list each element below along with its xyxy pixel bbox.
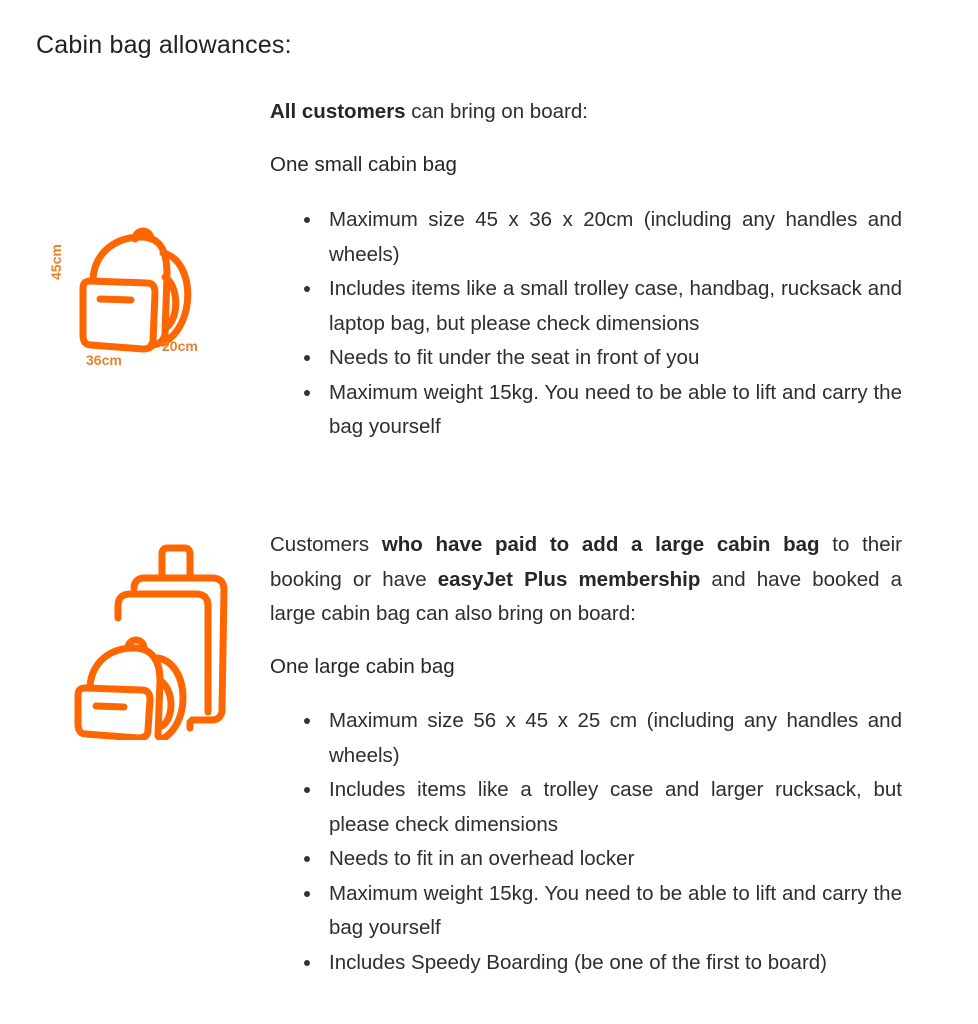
list-item: Maximum size 56 x 45 x 25 cm (including any handles and wheels): [329, 704, 902, 773]
large-bag-heading: One large cabin bag: [270, 655, 455, 678]
list-item: Includes Speedy Boarding (be one of the first to board): [329, 946, 902, 981]
suitcase-and-backpack-icon: [62, 540, 242, 740]
list-item: Maximum weight 15kg. You need to be able to lift and carry the bag yourself: [329, 877, 902, 946]
intro-rest-text: can bring on board:: [405, 100, 588, 123]
large-bag-rules-list: [270, 704, 902, 980]
intro-text: to their booking or have: [270, 533, 902, 591]
list-item: Needs to fit in an overhead locker: [329, 842, 902, 877]
paid-large-bag-text: who have paid to add a large cabin bag: [381, 533, 820, 556]
height-dimension-label: 45cm: [48, 244, 64, 280]
small-bag-rules-list: [270, 203, 902, 445]
list-item: Includes items like a small trolley case, handbag, rucksack and laptop bag, but please check dimensions: [329, 272, 902, 341]
page-title: Cabin bag allowances:: [36, 30, 292, 59]
width-dimension-label: 36cm: [86, 352, 122, 368]
easyjet-plus-text: easyJet Plus membership: [437, 567, 701, 591]
list-item: Needs to fit under the seat in front of you: [329, 341, 902, 376]
list-item: Includes items like a trolley case and larger rucksack, but please check dimensions: [329, 773, 902, 842]
list-item: Maximum weight 15kg. You need to be able to lift and carry the bag yourself: [329, 376, 902, 445]
intro-text: Customers: [270, 533, 382, 556]
large-bag-intro: [270, 528, 902, 632]
small-bag-intro: [270, 95, 902, 130]
all-customers-text: All customers: [270, 100, 406, 123]
list-item: Maximum size 45 x 36 x 20cm (including any handles and wheels): [329, 203, 902, 272]
intro-text: and have booked a large cabin bag can also bring on board:: [270, 567, 902, 625]
depth-dimension-label: 20cm: [162, 338, 198, 354]
small-bag-heading: One small cabin bag: [270, 153, 457, 176]
